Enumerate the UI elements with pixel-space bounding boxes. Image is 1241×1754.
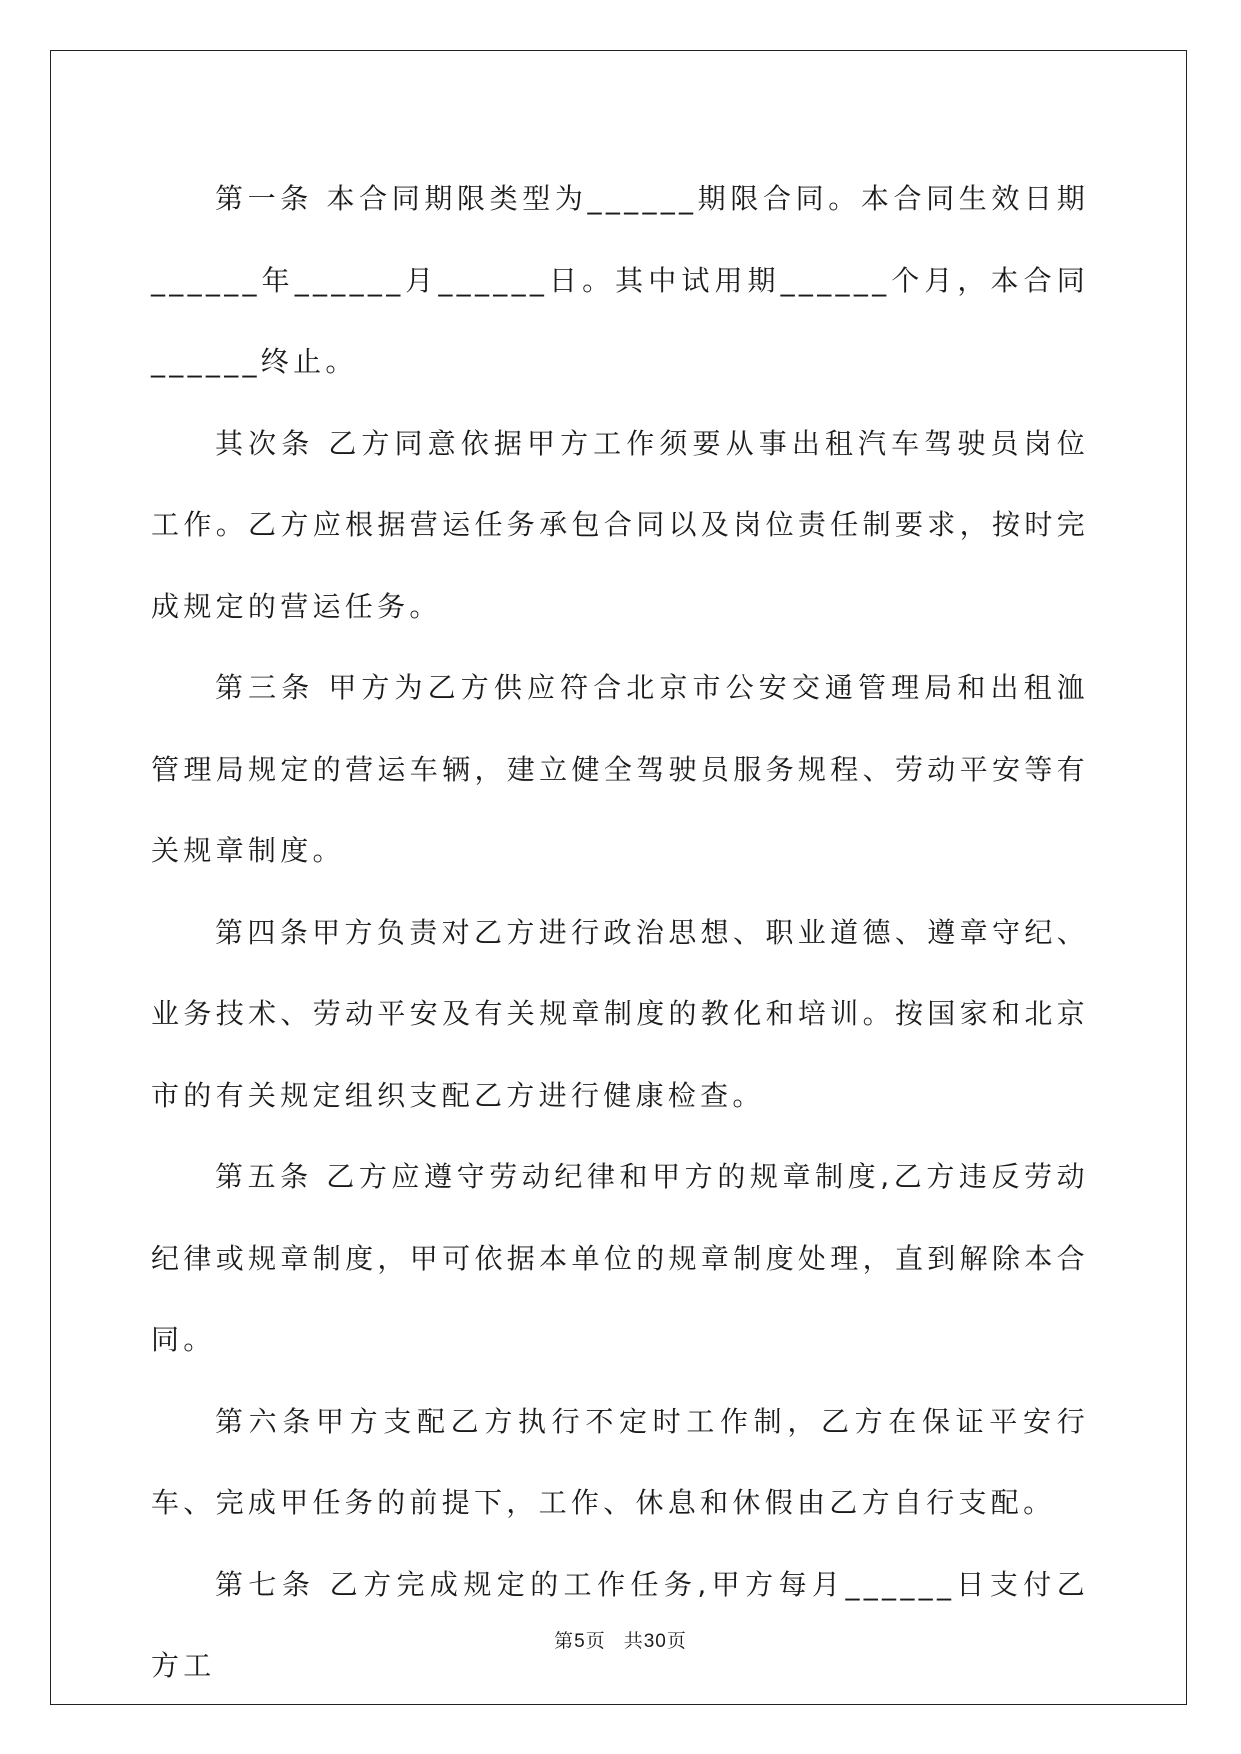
total-pages-suffix: 页 xyxy=(666,1630,687,1652)
total-page-count: 30 xyxy=(643,1631,667,1652)
paragraph-article-2: 其次条 乙方同意依据甲方工作须要从事出租汽车驾驶员岗位工作。乙方应根据营运任务承包合同以及岗位责任制要求，按时完成规定的营运任务。 xyxy=(151,426,1089,623)
page-number-suffix: 页 xyxy=(585,1630,606,1652)
paragraph-article-1: 第一条 本合同期限类型为______期限合同。本合同生效日期______年______月______日。其中试用期______个月，本合同______终止。 xyxy=(151,182,1089,378)
paragraph-article-3: 第三条 甲方为乙方供应符合北京市公安交通管理局和出租洫管理局规定的营运车辆，建立健全驾驶员服务规程、劳动平安等有关规章制度。 xyxy=(151,671,1089,867)
paragraph-article-7: 第七条 乙方完成规定的工作任务,甲方每月______日支付乙方工 xyxy=(151,1567,1089,1682)
page-footer xyxy=(0,1626,1241,1653)
document-body xyxy=(151,158,1089,1707)
paragraph-article-6: 第六条甲方支配乙方执行不定时工作制，乙方在保证平安行车、完成甲任务的前提下，工作、休息和休假由乙方自行支配。 xyxy=(151,1404,1089,1519)
paragraph-article-5: 第五条 乙方应遵守劳动纪律和甲方的规章制度,乙方违反劳动纪律或规章制度，甲可依据本单位的规章制度处理，直到解除本合同。 xyxy=(151,1160,1089,1356)
current-page-number: 5 xyxy=(574,1631,586,1652)
total-pages-prefix: 共 xyxy=(623,1630,644,1652)
page-number-prefix: 第 xyxy=(554,1630,575,1652)
paragraph-article-4: 第四条甲方负责对乙方进行政治思想、职业道德、遵章守纪、业务技术、劳动平安及有关规章制度的教化和培训。按国家和北京市的有关规定组织支配乙方进行健康检查。 xyxy=(151,915,1089,1112)
